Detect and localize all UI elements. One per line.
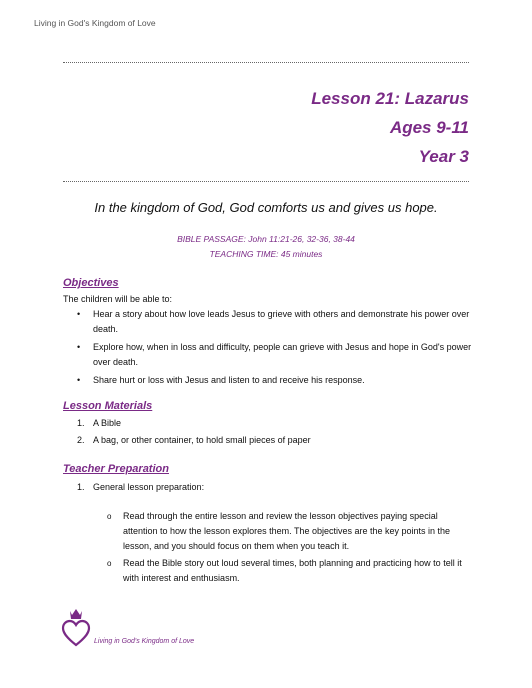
bible-passage: BIBLE PASSAGE: John 11:21-26, 32-36, 38-44 — [177, 234, 355, 244]
circle-bullet-icon: o — [107, 559, 112, 568]
list-item: o Read through the entire lesson and review the lesson objectives paying special attention to how the lesson explores them. The objectives are the key points in the lesson, and you should focus on them when you teach it. — [107, 511, 451, 551]
top-divider — [63, 62, 469, 63]
title-divider — [63, 181, 469, 182]
teaching-time: TEACHING TIME: 45 minutes — [209, 249, 323, 259]
preparation-sublist — [63, 509, 473, 588]
list-item: • Hear a story about how love leads Jesus to grieve with others and demonstrate his power over death. — [77, 309, 470, 334]
objectives-intro: The children will be able to: — [63, 294, 173, 304]
list-item: o Read the Bible story out loud several times, both planning and practicing how to tell it with interest and enthusiasm. — [107, 558, 462, 583]
list-item: • Explore how, when in loss and difficulty, people can grieve with Jesus and hope in God's power over death. — [77, 342, 472, 367]
running-header: Living in God's Kingdom of Love — [34, 18, 156, 28]
ages-label: Ages 9-11 — [389, 118, 469, 137]
bullet-icon: • — [77, 309, 81, 319]
year-label: Year 3 — [418, 147, 469, 166]
lesson-title: Lesson 21: Lazarus — [311, 89, 469, 108]
title-block — [311, 84, 469, 171]
objectives-heading: Objectives — [63, 277, 119, 289]
bullet-icon: • — [77, 342, 81, 352]
materials-heading: Lesson Materials — [63, 400, 153, 412]
lesson-theme: In the kingdom of God, God comforts us and gives us hope. — [94, 200, 438, 215]
preparation-list — [63, 480, 473, 497]
bullet-icon: • — [77, 375, 81, 385]
footer-text: Living in God's Kingdom of Love — [94, 638, 195, 645]
preparation-heading: Teacher Preparation — [63, 463, 169, 475]
crown-heart-icon — [61, 607, 91, 647]
list-item: 1. A Bible — [77, 418, 122, 428]
list-item: 1. General lesson preparation: — [77, 482, 205, 492]
list-item: 2. A bag, or other container, to hold small pieces of paper — [77, 435, 311, 445]
list-item: • Share hurt or loss with Jesus and listen to and receive his response. — [63, 373, 473, 388]
passage-block — [0, 232, 532, 262]
materials-list — [63, 416, 473, 450]
objectives-list — [63, 307, 473, 391]
circle-bullet-icon: o — [107, 512, 112, 521]
